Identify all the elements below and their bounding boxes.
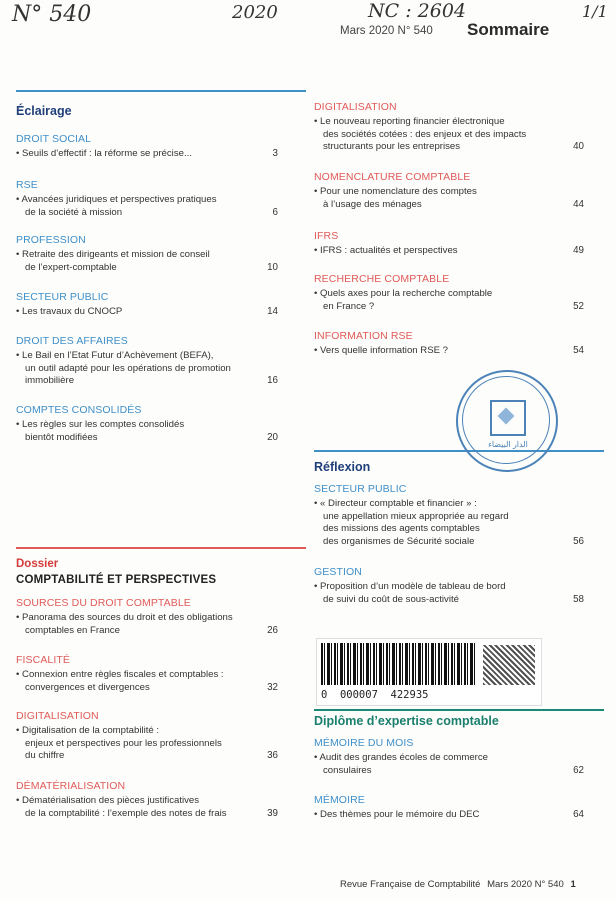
barcode-2d-icon <box>483 645 535 685</box>
toc-entry-line: • Seuils d’effectif : la réforme se précise... <box>16 148 192 159</box>
toc-entry[interactable] <box>314 288 554 313</box>
toc-entry-line: un outil adapté pour les opérations de promotion <box>25 362 231 374</box>
toc-entry-line: des sociétés cotées : des enjeux et des impacts <box>323 128 527 140</box>
stamp-emblem-icon <box>490 400 526 436</box>
toc-entry[interactable] <box>16 306 248 319</box>
section-category: SECTEUR PUBLIC <box>314 483 407 495</box>
toc-entry[interactable] <box>314 752 554 777</box>
dossier-title: COMPTABILITÉ ET PERSPECTIVES <box>16 574 217 586</box>
toc-entry-line: consulaires <box>323 764 372 776</box>
toc-entry-line: • Le nouveau reporting financier électronique <box>314 116 505 127</box>
toc-entry[interactable] <box>314 498 554 548</box>
section-category: PROFESSION <box>16 234 86 246</box>
handwritten-fraction: 1/1 <box>582 2 608 21</box>
toc-entry-line: • Vers quelle information RSE ? <box>314 345 449 356</box>
stamp-text: الدار البيضاء <box>488 440 528 449</box>
toc-entry-line: • Panorama des sources du droit et des obligations <box>16 612 233 623</box>
toc-entry-line: à l’usage des ménages <box>323 198 422 210</box>
toc-entry-line: de l’expert-comptable <box>25 261 117 273</box>
dossier-rule <box>16 547 306 549</box>
toc-entry-line: • Audit des grandes écoles de commerce <box>314 752 489 763</box>
toc-entry-line: de suivi du coût de sous-activité <box>323 593 459 605</box>
eclairage-title: Éclairage <box>16 104 72 118</box>
handwritten-ref: NC : 2604 <box>368 0 466 22</box>
toc-entry-line: des missions des agents comptables <box>323 523 480 535</box>
toc-entry-line: des organismes de Sécurité sociale <box>323 535 475 547</box>
header-issue: Mars 2020 N° 540 <box>340 25 433 37</box>
toc-page-number: 58 <box>573 593 584 605</box>
page-title: Sommaire <box>467 20 550 39</box>
toc-page-number: 32 <box>267 681 278 693</box>
diplome-rule <box>314 709 604 711</box>
dossier-label: Dossier <box>16 558 59 570</box>
toc-entry-line: • Digitalisation de la comptabilité : <box>16 725 160 736</box>
section-category: IFRS <box>314 230 339 242</box>
toc-entry-line: structurants pour les entreprises <box>323 141 461 153</box>
toc-page-number: 64 <box>573 809 584 820</box>
section-category: DROIT DES AFFAIRES <box>16 335 128 347</box>
diplome-title: Diplôme d’expertise comptable <box>314 714 499 728</box>
toc-entry-line: du chiffre <box>25 750 65 762</box>
toc-entry[interactable] <box>16 194 248 219</box>
toc-entry[interactable] <box>16 612 248 637</box>
toc-entry-line: en France ? <box>323 300 375 312</box>
reflexion-title: Réflexion <box>314 460 371 474</box>
toc-page-number: 10 <box>267 261 278 273</box>
handwritten-number: N° 540 <box>12 2 92 27</box>
section-category: GESTION <box>314 566 362 578</box>
section-category: INFORMATION RSE <box>314 330 413 342</box>
toc-entry-line: • « Directeur comptable et financier » : <box>314 498 477 509</box>
toc-page-number: 56 <box>573 535 584 547</box>
section-category: SOURCES DU DROIT COMPTABLE <box>16 597 191 609</box>
section-category: DIGITALISATION <box>16 710 99 722</box>
toc-entry[interactable] <box>16 148 248 161</box>
eclairage-rule <box>16 90 306 92</box>
toc-entry[interactable] <box>16 419 248 444</box>
toc-entry-line: • Pour une nomenclature des comptes <box>314 186 477 197</box>
toc-entry-line: • Le Bail en l’Etat Futur d’Achèvement (BEFA), <box>16 350 214 361</box>
handwritten-year: 2020 <box>232 2 278 23</box>
toc-page-number: 6 <box>272 206 278 218</box>
section-category: RSE <box>16 179 38 191</box>
toc-page-number: 20 <box>267 431 278 443</box>
barcode <box>316 638 542 706</box>
toc-entry[interactable] <box>16 669 248 694</box>
toc-entry-line: • Avancées juridiques et perspectives pratiques <box>16 194 217 205</box>
toc-page-number: 44 <box>573 198 584 210</box>
section-category: DÉMATÉRIALISATION <box>16 780 126 792</box>
section-category: FISCALITÉ <box>16 654 70 666</box>
toc-entry-line: bientôt modifiées <box>25 431 98 443</box>
toc-entry[interactable] <box>314 186 554 211</box>
toc-entry[interactable] <box>314 345 554 358</box>
barcode-bars <box>321 643 477 685</box>
section-category: DROIT SOCIAL <box>16 133 92 145</box>
toc-page-number: 49 <box>573 245 584 256</box>
section-category: NOMENCLATURE COMPTABLE <box>314 171 471 183</box>
footer-journal: Revue Française de Comptabilité <box>340 879 481 890</box>
toc-page-number: 16 <box>267 375 278 387</box>
section-category: RECHERCHE COMPTABLE <box>314 273 450 285</box>
toc-entry-line: • Connexion entre règles fiscales et comptables : <box>16 669 224 680</box>
toc-entry-line: enjeux et perspectives pour les professionnels <box>25 737 222 749</box>
toc-entry-line: • Retraite des dirigeants et mission de conseil <box>16 249 210 260</box>
toc-entry[interactable] <box>16 249 248 274</box>
toc-page-number: 36 <box>267 750 278 762</box>
toc-entry-line: de la comptabilité : l’exemple des notes de frais <box>25 807 227 819</box>
toc-entry[interactable] <box>314 809 554 822</box>
footer-page: 1 <box>570 879 576 890</box>
toc-entry-line: une appellation mieux appropriée au regard <box>323 510 509 522</box>
toc-entry-line: • Quels axes pour la recherche comptable <box>314 288 493 299</box>
footer-issue: Mars 2020 N° 540 <box>487 879 564 890</box>
section-category: SECTEUR PUBLIC <box>16 291 109 303</box>
toc-page-number: 40 <box>573 141 584 153</box>
section-category: MÉMOIRE DU MOIS <box>314 737 414 749</box>
section-category: COMPTES CONSOLIDÉS <box>16 404 142 416</box>
toc-entry[interactable] <box>314 581 554 606</box>
toc-entry-line: • IFRS : actualités et perspectives <box>314 245 458 256</box>
section-category: DIGITALISATION <box>314 101 397 113</box>
toc-page-number: 54 <box>573 345 584 356</box>
toc-entry-line: de la société à mission <box>25 206 123 218</box>
toc-entry[interactable] <box>16 350 248 388</box>
toc-page-number: 39 <box>267 807 278 819</box>
barcode-digits: 0 000007 422935 <box>321 689 429 701</box>
toc-page-number: 26 <box>267 624 278 636</box>
toc-entry[interactable] <box>314 245 554 258</box>
reflexion-rule <box>314 450 604 452</box>
footer <box>340 879 576 890</box>
toc-page-number: 62 <box>573 764 584 776</box>
toc-entry[interactable] <box>314 116 554 154</box>
toc-entry-line: • Les travaux du CNOCP <box>16 306 123 317</box>
toc-entry-line: comptables en France <box>25 624 120 636</box>
toc-entry[interactable] <box>16 725 248 763</box>
toc-page-number: 52 <box>573 300 584 312</box>
toc-entry-line: • Dématérialisation des pièces justificatives <box>16 795 200 806</box>
toc-entry-line: • Des thèmes pour le mémoire du DEC <box>314 809 480 820</box>
toc-entry-line: • Les règles sur les comptes consolidés <box>16 419 185 430</box>
toc-entry-line: convergences et divergences <box>25 681 150 693</box>
library-stamp <box>456 370 558 472</box>
toc-entry-line: • Proposition d’un modèle de tableau de bord <box>314 581 506 592</box>
toc-page-number: 3 <box>272 148 278 159</box>
section-category: MÉMOIRE <box>314 794 365 806</box>
toc-page-number: 14 <box>267 306 278 317</box>
toc-entry-line: immobilière <box>25 375 75 387</box>
toc-entry[interactable] <box>16 795 248 820</box>
